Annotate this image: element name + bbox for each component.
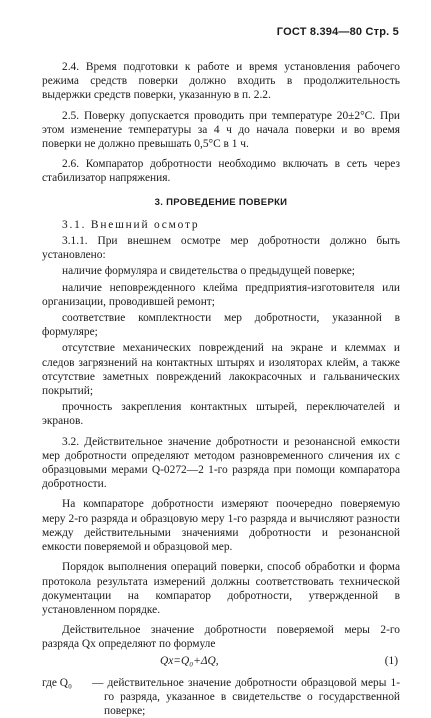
page-header: ГОСТ 8.394—80 Стр. 5 <box>276 26 399 38</box>
paragraph-comparator: На компараторе добротности измеряют поочередно поверяемую меру 2-го разряда и образцовую меру 1-го разряда и вычисляют разности между действительными значениями добротности и резонансной емкости поверяемой и образцовой мер. <box>42 498 400 554</box>
subsection-title: 3.1. Внешний осмотр <box>62 218 200 231</box>
list-item: наличие неповрежденного клейма предприятия-изготовителя или организации, проводившей ремонт; <box>42 281 400 308</box>
where-text: — действительное значение добротности образцовой меры 1-го разряда, указанное в свидетельстве о государственной поверке; <box>92 676 400 717</box>
document-body <box>42 60 400 718</box>
paragraph-2-4: 2.4. Время подготовки к работе и время установления рабочего режима средств поверки должно входить в продолжительность выдержки средств поверки, указанную в п. 2.2. <box>42 61 400 102</box>
paragraph-3-2: 3.2. Действительное значение добротности и резонансной емкости мер добротности определяют методом разновременного сличения их с образцовыми мерами Q-0272—2 1-го разряда при помощи компаратора добротности. <box>42 435 400 491</box>
list-item: соответствие комплектности мер добротности, указанной в формуляре; <box>42 312 400 339</box>
paragraph-order: Порядок выполнения операций поверки, способ обработки и форма протокола результата измерений должны соответствовать технической документации на компаратор добротности, утвержденной в установленном порядке. <box>42 561 400 616</box>
paragraph-3-1-1: 3.1.1. При внешнем осмотре мер добротности должно быть установлено: <box>42 235 400 262</box>
formula-number: (1) <box>384 654 398 667</box>
section-title: 3. ПРОВЕДЕНИЕ ПОВЕРКИ <box>154 196 288 208</box>
formula-row <box>42 654 400 672</box>
list-item: прочность закрепления контактных штырей, переключателей и экранов. <box>42 401 400 428</box>
paragraph-2-6: 2.6. Компаратор добротности необходимо включать в сеть через стабилизатор напряжения. <box>42 158 400 185</box>
list-item: наличие формуляра и свидетельства о предыдущей поверке; <box>62 265 355 278</box>
paragraph-actual-value: Действительное значение добротности поверяемой меры 2-го разряда Qx определяют по формуле <box>42 624 400 651</box>
paragraph-2-5: 2.5. Поверку допускается проводить при температуре 20±2°С. При этом изменение температуры за 4 ч до начала поверки и во время поверки не должно превышать 0,5°С в 1 ч. <box>42 109 400 151</box>
list-item: отсутствие механических повреждений на экране и клеммах и следов загрязнений на контактных штырях и изоляторах клейм, а также отсутствие заметных повреждений лакокрасочных и гальванических покрытий; <box>42 342 400 398</box>
formula: Qx=Q₀+ΔQ, <box>160 654 219 667</box>
where-clause <box>42 676 400 718</box>
where-label: где Q₀ <box>42 676 73 689</box>
